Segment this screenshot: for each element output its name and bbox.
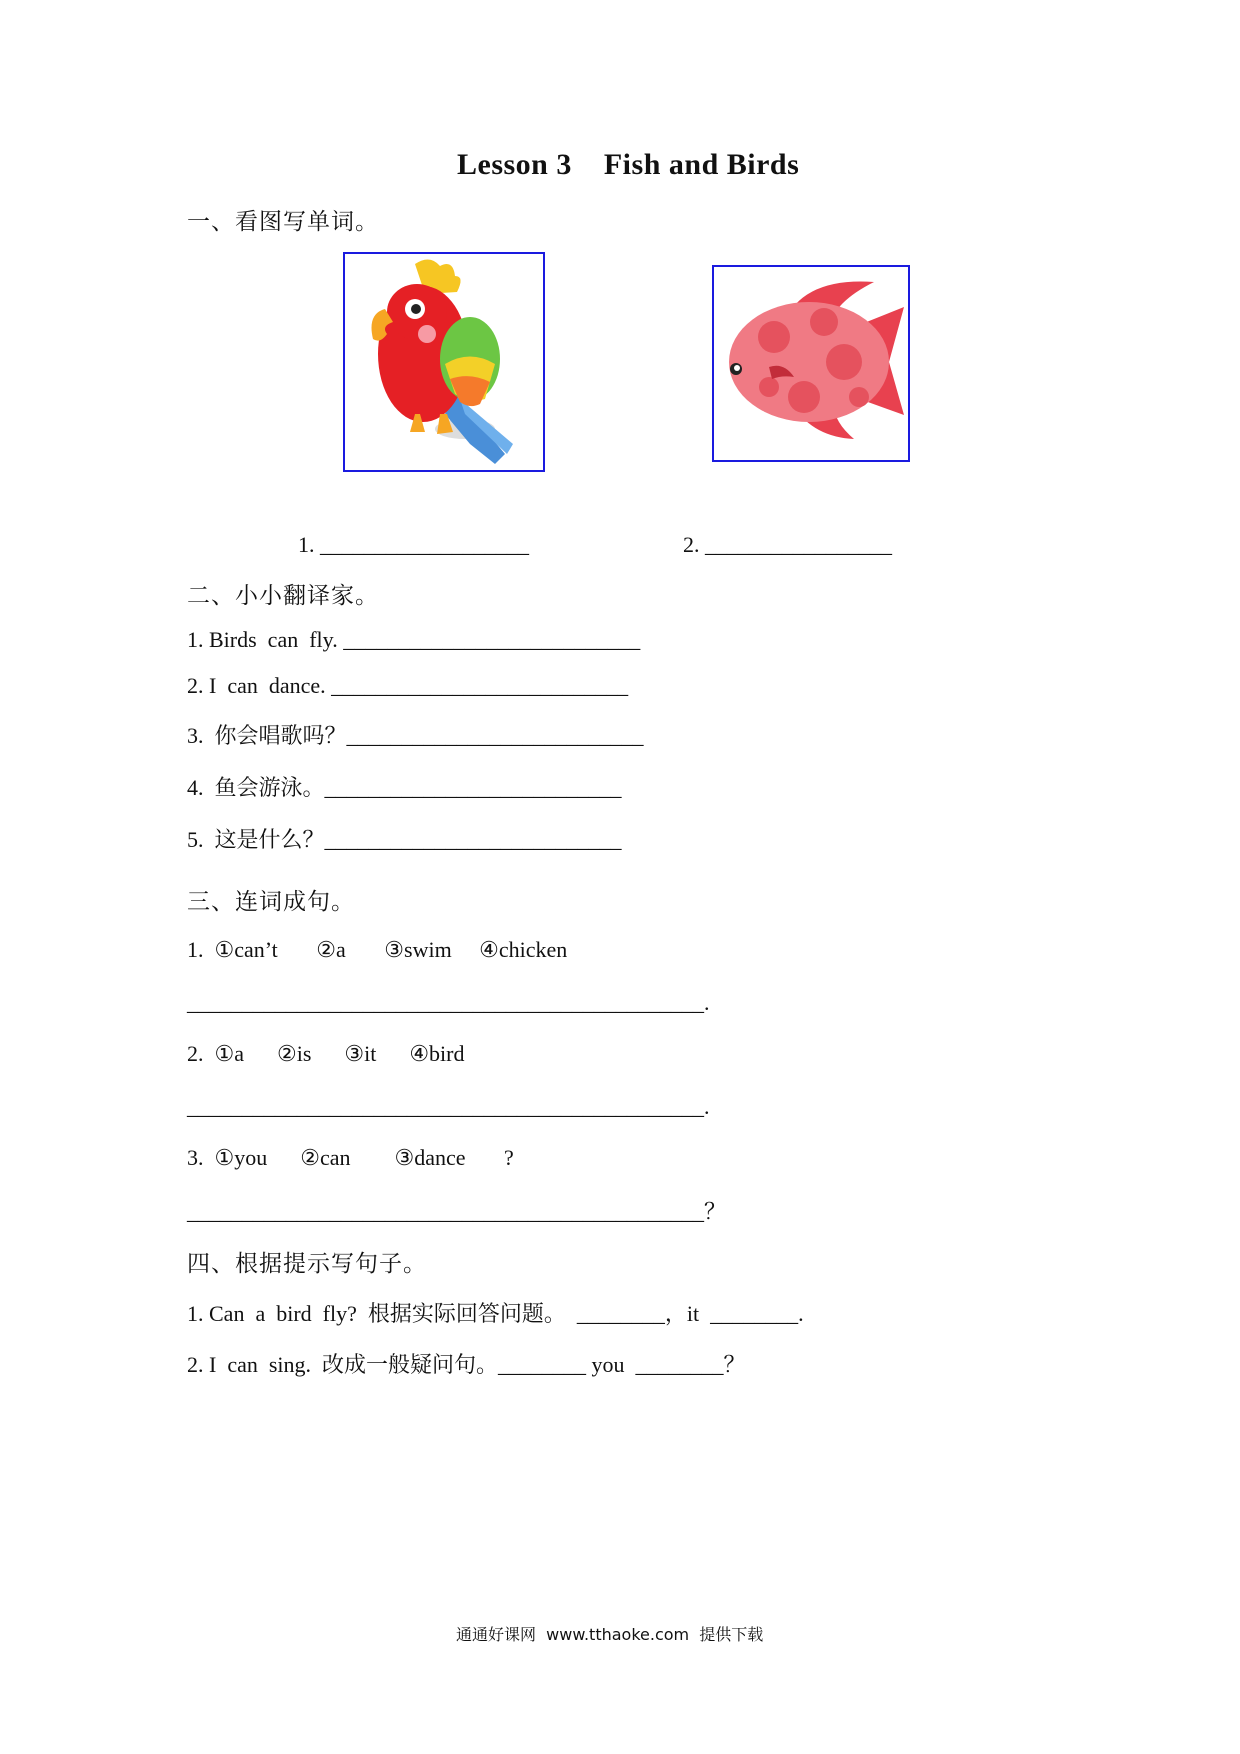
translation-item-2[interactable]: 2. I can dance. ___________________________ [187,673,629,698]
answer-blank-1[interactable]: 1. ___________________ [298,532,529,557]
section-2-heading: 二、小小翻译家。 [187,583,379,608]
page-title: Lesson 3 Fish and Birds [457,148,800,181]
parrot-icon [345,254,543,470]
answer-blank-2[interactable]: 2. _________________ [683,532,892,557]
section-1-heading: 一、看图写单词。 [187,209,379,234]
word-order-words-1: 1. ①can’t ②a ③swim ④chicken [187,937,568,962]
translation-item-1[interactable]: 1. Birds can fly. ___________________________ [187,627,641,652]
translation-item-4[interactable]: 4. 鱼会游泳。___________________________ [187,775,622,800]
word-order-answer-2[interactable]: _______________________________________________. [187,1094,710,1119]
word-order-words-2: 2. ①a ②is ③it ④bird [187,1041,465,1066]
translation-item-3[interactable]: 3. 你会唱歌吗？___________________________ [187,723,644,748]
parrot-picture [343,252,545,472]
section-4-heading: 四、根据提示写句子。 [187,1251,427,1276]
word-order-words-3: 3. ①you ②can ③dance ? [187,1145,514,1170]
translation-item-5[interactable]: 5. 这是什么？___________________________ [187,827,622,852]
word-order-answer-3[interactable]: _______________________________________________？ [187,1199,727,1224]
footer-text: 通通好课网 www.tthaoke.com 提供下载 [456,1625,764,1644]
word-order-answer-1[interactable]: _______________________________________________. [187,990,710,1015]
sentence-item-2[interactable]: 2. I can sing. 改成一般疑问句。________ you ________？ [187,1352,746,1377]
fish-picture [712,265,910,462]
sentence-item-1[interactable]: 1. Can a bird fly? 根据实际回答问题。 ________，it ________. [187,1301,804,1326]
fish-icon [714,267,908,460]
section-3-heading: 三、连词成句。 [187,889,355,914]
